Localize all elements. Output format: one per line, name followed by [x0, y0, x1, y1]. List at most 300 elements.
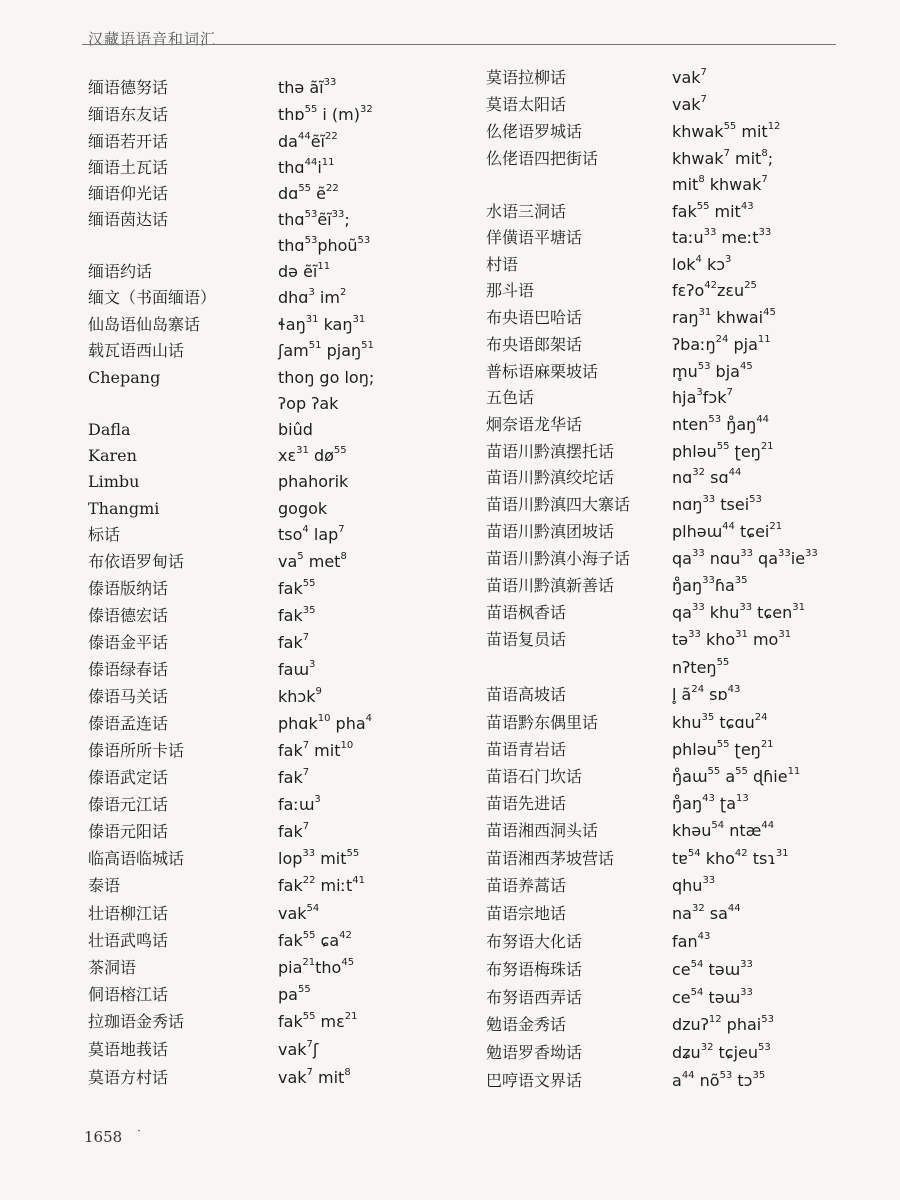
tone-number: 55	[716, 738, 730, 750]
tone-number: 21	[769, 520, 783, 532]
tone-number: 44	[304, 156, 318, 168]
entry-row	[486, 93, 866, 117]
tone-number: 32	[360, 103, 373, 115]
entry-row	[88, 902, 468, 926]
tone-number: 3	[725, 253, 732, 265]
phonetic-form	[672, 819, 774, 843]
form-segment: ɕa	[315, 931, 340, 950]
entry-row	[486, 466, 866, 490]
phonetic-form	[278, 685, 322, 709]
form-segment: faːɯ	[278, 795, 315, 814]
form-segment: mit	[709, 202, 741, 221]
running-header: 汉藏语语音和词汇	[88, 30, 217, 48]
form-segment: kɔ	[701, 255, 726, 274]
entry-row	[486, 930, 866, 954]
language-name: 水语三洞话	[486, 202, 567, 221]
entry-row	[486, 413, 866, 437]
phonetic-form	[278, 366, 374, 390]
tone-number: 33	[691, 547, 705, 559]
form-segment: kaŋ	[318, 315, 353, 334]
tone-number: 7	[302, 631, 310, 643]
tone-number: 55	[716, 656, 730, 668]
tone-number: 33	[302, 847, 316, 859]
phonetic-form	[672, 1041, 771, 1065]
phonetic-form	[278, 658, 315, 682]
tone-number: 31	[775, 847, 789, 859]
phonetic-form	[672, 226, 771, 250]
phonetic-form	[672, 520, 782, 544]
language-name: 苗语先进话	[486, 794, 567, 813]
form-segment: ie	[790, 549, 806, 568]
form-segment: pa	[278, 985, 298, 1004]
entry-row	[486, 683, 866, 707]
form-segment: miːt	[315, 876, 353, 895]
phonetic-form	[672, 120, 780, 144]
phonetic-form	[278, 739, 353, 763]
form-segment: qhu	[672, 876, 703, 895]
entry-row	[88, 550, 468, 574]
language-name: 缅语德努话	[88, 78, 169, 97]
entry-row	[486, 986, 866, 1010]
entry-row	[486, 333, 866, 357]
tone-number: 7	[306, 1038, 313, 1050]
entry-row	[486, 173, 866, 197]
language-name: Thangmi	[88, 499, 160, 518]
tone-number: 33	[702, 493, 716, 505]
tone-number: 3	[309, 658, 316, 670]
tone-number: 35	[701, 711, 715, 723]
form-segment: gogok	[278, 499, 328, 518]
tone-number: 3	[308, 286, 315, 298]
tone-number: 11	[787, 765, 801, 777]
entry-row	[486, 738, 866, 762]
form-segment: thɑ	[278, 158, 305, 177]
form-segment: dzuʔ	[672, 1015, 709, 1034]
entry-row	[486, 279, 866, 303]
form-segment: biûd	[278, 420, 313, 439]
form-segment: ɬaŋ	[278, 315, 306, 334]
tone-number: 10	[317, 712, 331, 724]
phonetic-form	[672, 147, 773, 171]
form-segment: fak	[278, 768, 303, 787]
entry-row	[88, 444, 468, 468]
language-name: 五色话	[486, 388, 535, 407]
form-segment: mo	[747, 630, 779, 649]
form-segment: fan	[672, 932, 698, 951]
entry-row	[486, 1041, 866, 1065]
entry-row	[88, 76, 468, 100]
tone-number: 32	[692, 466, 706, 478]
tone-number: 44	[727, 902, 741, 914]
phonetic-form	[672, 253, 731, 277]
form-segment: mit	[315, 849, 347, 868]
language-name: 傣语孟连话	[88, 714, 169, 733]
language-name: 苗语枫香话	[486, 603, 567, 622]
form-segment: khu	[672, 713, 702, 732]
entry-row	[88, 130, 468, 154]
tone-number: 12	[767, 120, 781, 132]
form-segment: nʔteŋ	[672, 658, 717, 677]
tone-number: 8	[761, 147, 768, 159]
language-name: 苗语川黔滇新善话	[486, 576, 615, 595]
entry-row	[88, 366, 468, 390]
language-name: 壮语武鸣话	[88, 931, 169, 950]
tone-number: 55	[297, 983, 311, 995]
phonetic-form	[672, 930, 710, 954]
phonetic-form	[672, 628, 791, 652]
form-segment: fak	[278, 1012, 303, 1031]
tone-number: 31	[778, 628, 792, 640]
language-name: Dafla	[88, 420, 131, 439]
form-segment: ce	[672, 988, 691, 1007]
tone-number: 44	[728, 466, 742, 478]
form-segment: na	[672, 904, 692, 923]
form-segment: dɑ	[278, 184, 299, 203]
tone-number: 31	[305, 313, 319, 325]
language-name: 缅语东友话	[88, 105, 169, 124]
entry-row	[88, 1038, 468, 1062]
form-segment: tho	[315, 958, 342, 977]
entry-row	[486, 520, 866, 544]
form-segment: fak	[278, 931, 303, 950]
tone-number: 33	[702, 874, 716, 886]
form-segment: phoũ	[317, 236, 358, 255]
language-name: 苗语川黔滇摆托话	[486, 442, 615, 461]
form-segment: fak	[278, 876, 303, 895]
form-segment: kho	[700, 630, 736, 649]
entry-row	[88, 658, 468, 682]
phonetic-form	[672, 413, 769, 437]
language-name: 莫语地莪话	[88, 1040, 169, 1059]
entry-row	[88, 604, 468, 628]
form-segment: hja	[672, 388, 697, 407]
form-segment: ʔop ʔak	[278, 394, 339, 413]
phonetic-form	[672, 847, 789, 871]
phonetic-form	[672, 601, 805, 625]
tone-number: 51	[308, 339, 322, 351]
form-segment: khwak	[704, 175, 762, 194]
language-name: 布努语西弄话	[486, 988, 583, 1007]
phonetic-form	[672, 986, 753, 1010]
tone-number: 55	[735, 765, 748, 777]
form-segment: zɛu	[716, 281, 745, 300]
language-name: 仙岛语仙岛寨话	[88, 315, 201, 334]
entry-row	[88, 182, 468, 206]
form-segment: phɑk	[278, 714, 318, 733]
tone-number: 2	[339, 286, 347, 298]
language-name: 标话	[88, 525, 121, 544]
tone-number: 53	[304, 208, 318, 220]
form-segment: a	[672, 1071, 682, 1090]
form-segment: phai	[721, 1015, 762, 1034]
entry-row	[486, 1069, 866, 1093]
entry-row	[486, 440, 866, 464]
form-segment: nõ	[694, 1071, 720, 1090]
tone-number: 33	[703, 226, 717, 238]
form-segment: lop	[278, 849, 303, 868]
entry-row	[88, 820, 468, 844]
phonetic-form	[278, 392, 338, 416]
form-segment: mit	[736, 122, 768, 141]
phonetic-form	[672, 466, 741, 490]
language-name: 苗语川黔滇绞坨话	[486, 468, 615, 487]
tone-number: 7	[761, 173, 768, 185]
phonetic-form	[672, 173, 768, 197]
language-name: 苗语黔东偶里话	[486, 713, 599, 732]
form-segment: ʃam	[278, 341, 309, 360]
phonetic-form	[672, 200, 754, 224]
language-name: 布央语巴哈话	[486, 308, 583, 327]
phonetic-form	[278, 103, 373, 127]
form-segment: dhɑ	[278, 288, 309, 307]
tone-number: 33	[331, 208, 345, 220]
phonetic-form	[278, 956, 354, 980]
form-segment: khwai	[711, 308, 764, 327]
language-name: 苗语川黔滇四大寨话	[486, 495, 631, 514]
form-segment: ŋ̊aŋ	[721, 415, 757, 434]
phonetic-form	[278, 902, 319, 926]
tone-number: 42	[734, 847, 748, 859]
language-name: 傣语绿春话	[88, 660, 169, 679]
tone-number: 31	[698, 306, 712, 318]
entry-row	[88, 523, 468, 547]
language-name: 普标语麻栗坡话	[486, 362, 599, 381]
tone-number: 42	[339, 929, 352, 941]
tone-number: 45	[739, 360, 753, 372]
entry-row	[88, 739, 468, 763]
entry-row	[88, 339, 468, 363]
tone-number: 53	[357, 234, 371, 246]
language-name: 莫语方村话	[88, 1068, 169, 1087]
tone-number: 33	[323, 76, 337, 88]
form-segment: nɑŋ	[672, 495, 703, 514]
tone-number: 35	[302, 604, 316, 616]
phonetic-form	[672, 738, 774, 762]
entry-row	[486, 656, 866, 680]
language-name: 傣语武定话	[88, 768, 169, 787]
form-segment: ʔbaːŋ	[672, 335, 716, 354]
language-name: 缅语茵达话	[88, 210, 169, 229]
form-segment: tɔ	[732, 1071, 753, 1090]
tone-number: 55	[716, 440, 730, 452]
entry-row	[88, 793, 468, 817]
form-segment: va	[278, 552, 298, 571]
language-name: Karen	[88, 446, 137, 465]
tone-number: 8	[340, 550, 347, 562]
form-segment: ʈeŋ	[729, 740, 761, 759]
phonetic-form	[672, 711, 767, 735]
entry-row	[486, 386, 866, 410]
tone-number: 55	[333, 444, 347, 456]
form-segment: tsei	[715, 495, 750, 514]
tone-number: 45	[763, 306, 776, 318]
tone-number: 55	[302, 577, 316, 589]
entry-row	[486, 574, 866, 598]
entry-row	[486, 120, 866, 144]
tone-number: 7	[338, 523, 345, 535]
language-name: 泰语	[88, 876, 121, 895]
entry-row	[486, 360, 866, 384]
form-segment: taːu	[672, 228, 704, 247]
form-segment: tə	[672, 630, 689, 649]
language-name: 布努语梅珠话	[486, 960, 583, 979]
language-name: 傣语元阳话	[88, 822, 169, 841]
tone-number: 11	[321, 156, 335, 168]
tone-number: 21	[760, 440, 774, 452]
form-segment: xɛ	[278, 446, 297, 465]
form-segment: dʑu	[672, 1043, 701, 1062]
tone-number: 42	[704, 279, 717, 291]
language-name: 缅语土瓦话	[88, 158, 169, 177]
tone-number: 55	[696, 200, 710, 212]
form-segment: da	[278, 132, 298, 151]
tone-number: 54	[690, 986, 704, 998]
tone-number: 7	[306, 1066, 313, 1078]
tone-number: 33	[740, 547, 753, 559]
language-name: 傣语元江话	[88, 795, 169, 814]
form-segment: nten	[672, 415, 709, 434]
language-name: 炯奈语龙华话	[486, 415, 583, 434]
tone-number: 55	[346, 847, 360, 859]
tone-number: 33	[702, 574, 715, 586]
tone-number: 54	[687, 847, 701, 859]
entry-row	[486, 601, 866, 625]
tone-number: 21	[344, 1010, 358, 1022]
entry-row	[486, 147, 866, 171]
form-segment: ẽĩ	[310, 132, 325, 151]
entry-row	[88, 234, 468, 258]
tone-number: 33	[740, 958, 753, 970]
phonetic-form	[672, 386, 733, 410]
entry-row	[486, 200, 866, 224]
form-segment: nɑ	[672, 468, 693, 487]
form-segment: ce	[672, 960, 691, 979]
form-segment: ʈeŋ	[729, 442, 761, 461]
phonetic-form	[278, 820, 309, 844]
tone-number: 7	[723, 147, 730, 159]
tone-number: 33	[740, 986, 753, 998]
form-segment: tɕjeu	[713, 1043, 759, 1062]
entry-row	[88, 470, 468, 494]
form-segment: qa	[752, 549, 779, 568]
form-segment: i	[317, 158, 322, 177]
tone-number: 9	[315, 685, 322, 697]
form-segment: sɒ	[704, 685, 728, 704]
language-name: 苗语养蒿话	[486, 876, 567, 895]
form-segment: vak	[278, 904, 307, 923]
phonetic-form	[278, 1066, 351, 1090]
tone-number: 7	[302, 766, 310, 778]
tone-number: 53	[719, 1069, 733, 1081]
tone-number: 5	[297, 550, 304, 562]
tone-number: 44	[756, 413, 770, 425]
tone-number: 8	[698, 173, 705, 185]
form-segment: nɑu	[704, 549, 741, 568]
tone-number: 8	[344, 1066, 351, 1078]
language-name: 载瓦语西山话	[88, 341, 185, 360]
language-name: 布央语郎架话	[486, 335, 583, 354]
form-segment: təɯ	[703, 988, 741, 1007]
phonetic-form	[672, 683, 740, 707]
form-segment: pja	[728, 335, 758, 354]
tone-number: 53	[749, 493, 762, 505]
tone-number: 55	[298, 182, 312, 194]
language-name: Chepang	[88, 368, 161, 387]
tone-number: 44	[297, 130, 311, 142]
form-segment: thɑ	[278, 236, 305, 255]
form-segment: ŋ̊aŋ	[672, 576, 703, 595]
language-name: 缅语仰光话	[88, 184, 169, 203]
entry-row	[486, 628, 866, 652]
form-segment: ɦa	[714, 576, 735, 595]
tone-number: 33	[758, 226, 772, 238]
form-segment: phləu	[672, 740, 717, 759]
phonetic-form	[278, 444, 347, 468]
form-segment: pjaŋ	[321, 341, 362, 360]
entry-row	[88, 418, 468, 442]
form-segment: qa	[672, 603, 692, 622]
entry-row	[88, 766, 468, 790]
language-name: 苗语复员话	[486, 630, 567, 649]
phonetic-form	[672, 93, 707, 117]
tone-number: 4	[695, 253, 702, 265]
phonetic-form	[672, 1069, 765, 1093]
form-segment: fak	[278, 822, 303, 841]
form-segment: vak	[278, 1040, 307, 1059]
entry-row	[88, 712, 468, 736]
phonetic-form	[278, 130, 338, 154]
phonetic-form	[672, 1013, 774, 1037]
form-segment: thɑ	[278, 210, 305, 229]
entry-row	[88, 685, 468, 709]
form-segment: ɖɦie	[747, 767, 788, 786]
tone-number: 43	[740, 200, 754, 212]
entry-row	[88, 874, 468, 898]
language-name: 布依语罗甸话	[88, 552, 185, 571]
phonetic-form	[278, 286, 346, 310]
phonetic-form	[278, 156, 335, 180]
language-name: 傣语所所卡话	[88, 741, 185, 760]
form-segment: fak	[278, 579, 303, 598]
dot-mark: ·	[137, 1124, 141, 1138]
language-name: 茶洞语	[88, 958, 137, 977]
form-segment: met	[303, 552, 341, 571]
tone-number: 24	[691, 683, 705, 695]
phonetic-form	[672, 493, 762, 517]
entry-row	[88, 983, 468, 1007]
language-name: 勉语罗香坳话	[486, 1043, 583, 1062]
entry-row	[486, 306, 866, 330]
language-name: 苗语高坡话	[486, 685, 567, 704]
phonetic-form	[278, 418, 313, 442]
tone-number: 43	[702, 792, 715, 804]
phonetic-form	[278, 182, 339, 206]
phonetic-form	[278, 339, 374, 363]
phonetic-form	[278, 76, 336, 100]
form-segment: faɯ	[278, 660, 310, 679]
tone-number: 55	[304, 103, 318, 115]
phonetic-form	[278, 766, 309, 790]
tone-number: 22	[325, 130, 338, 142]
form-segment: ntæ	[724, 821, 762, 840]
form-segment: vak	[278, 1068, 307, 1087]
tone-number: 7	[302, 820, 310, 832]
phonetic-form	[672, 440, 774, 464]
form-segment: də ẽĩ	[278, 262, 318, 281]
entry-row	[88, 497, 468, 521]
tone-number: 44	[681, 1069, 695, 1081]
form-segment: l̥ ã	[672, 685, 692, 704]
